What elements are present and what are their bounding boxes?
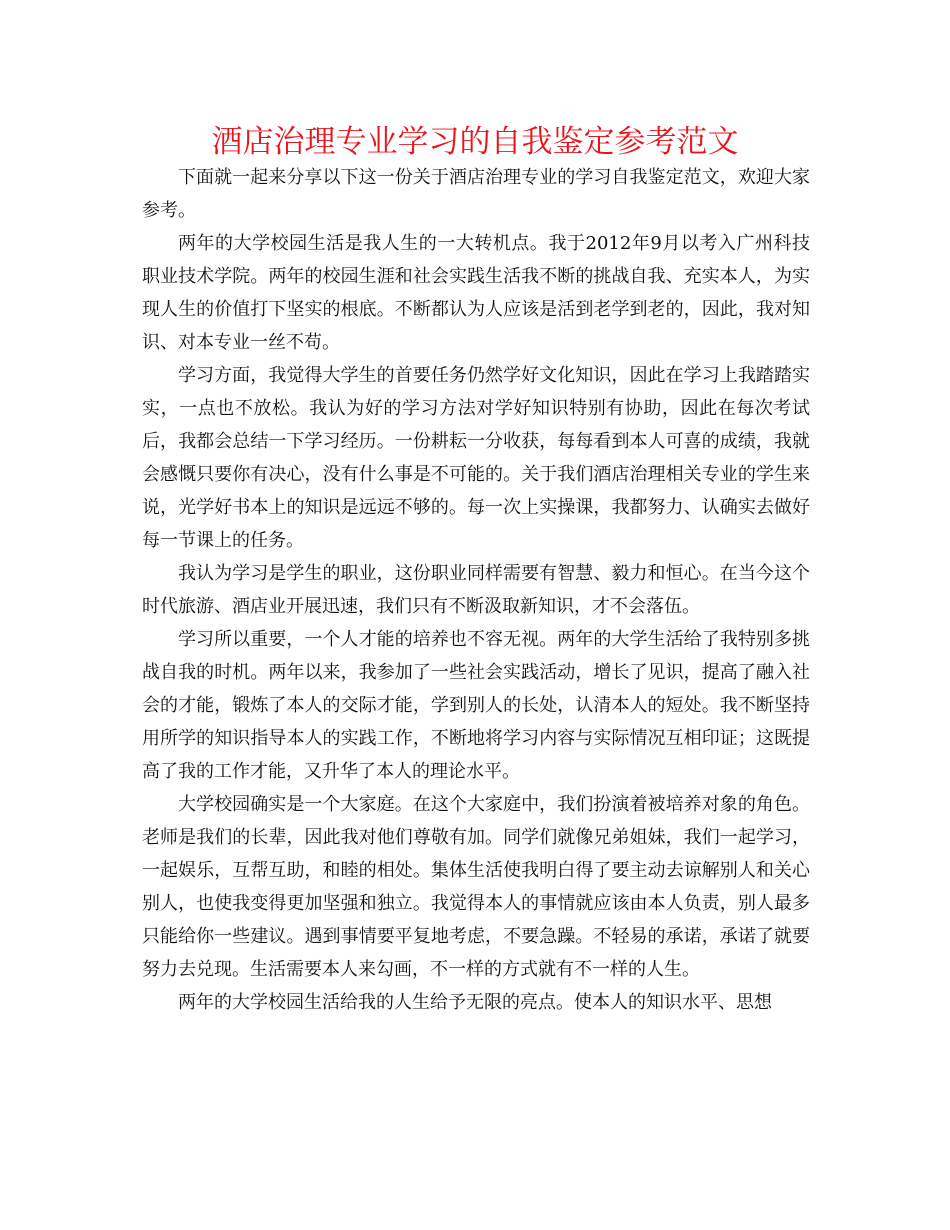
paragraph-family: 大学校园确实是一个大家庭。在这个大家庭中，我们扮演着被培养对象的角色。老师是我们的长辈，因此我对他们尊敬有加。同学们就像兄弟姐妹，我们一起学习，一起娱乐，互帮互助，和睦的相处。集体生活使我明白得了要主动去谅解别人和关心别人，也使我变得更加坚强和独立。我觉得本人的事情就应该由本人负责，别人最多只能给你一些建议。遇到事情要平复地考虑，不要急躁。不轻易的承诺，承诺了就要努力去兑现。生活需要本人来勾画，不一样的方式就有不一样的人生。 xyxy=(142,794,810,980)
paragraph-study: 学习方面，我觉得大学生的首要任务仍然学好文化知识，因此在学习上我踏踏实实，一点也不放松。我认为好的学习方法对学好知识特别有协助，因此在每次考试后，我都会总结一下学习经历。一份耕耘一分收获，每每看到本人可喜的成绩，我就会感慨只要你有决心，没有什么事是不可能的。关于我们酒店治理相关专业的学生来说，光学好书本上的知识是远远不够的。每一次上实操课，我都努力、认确实去做好每一节课上的任务。 xyxy=(142,365,810,551)
document-body xyxy=(142,161,810,1019)
paragraph-learning-career: 我认为学习是学生的职业，这份职业同样需要有智慧、毅力和恒心。在当今这个时代旅游、酒店业开展迅速，我们只有不断汲取新知识，才不会落伍。 xyxy=(142,563,810,617)
paragraph-practice: 学习所以重要，一个人才能的培养也不容无视。两年的大学生活给了我特别多挑战自我的时机。两年以来，我参加了一些社会实践活动，增长了见识，提高了融入社会的才能，锻炼了本人的交际才能，学到别人的长处，认清本人的短处。我不断坚持用所学的知识指导本人的实践工作，不断地将学习内容与实际情况互相印证；这既提高了我的工作才能，又升华了本人的理论水平。 xyxy=(142,629,810,782)
paragraph-intro: 下面就一起来分享以下这一份关于酒店治理专业的学习自我鉴定范文，欢迎大家参考。 xyxy=(142,167,810,221)
document-title: 酒店治理专业学习的自我鉴定参考范文 xyxy=(211,124,739,160)
paragraph-highlights: 两年的大学校园生活给我的人生给予无限的亮点。使本人的知识水平、思想 xyxy=(178,992,772,1013)
paragraph-campus-life: 两年的大学校园生活是我人生的一大转机点。我于2012年9月以考入广州科技职业技术学院。两年的校园生涯和社会实践生活我不断的挑战自我、充实本人，为实现人生的价值打下坚实的根底。不断都认为人应该是活到老学到老的，因此，我对知识、对本专业一丝不苟。 xyxy=(142,233,810,353)
